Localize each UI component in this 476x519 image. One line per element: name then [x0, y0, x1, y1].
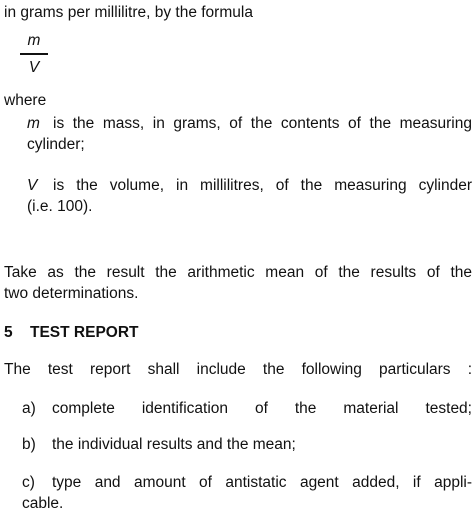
definition-symbol: V	[27, 177, 38, 194]
formula-denominator: V	[28, 58, 40, 76]
formula	[20, 30, 48, 78]
list-item-b	[22, 434, 472, 455]
list-item-text: the individual results and the mean;	[52, 436, 296, 453]
result-line-2: two determinations.	[4, 285, 139, 302]
where-label: where	[4, 92, 47, 109]
definition-text-cont: cylinder;	[27, 136, 85, 153]
list-item-text-cont: cable.	[22, 495, 64, 512]
definition-text-cont: (i.e. 100).	[27, 198, 93, 215]
list-item-label: a)	[22, 400, 36, 417]
intro-line: in grams per millilitre, by the formula	[4, 4, 253, 21]
definition-v	[27, 175, 472, 217]
definition-text: is the mass, in grams, of the contents of the measuring	[53, 115, 472, 132]
list-item-text: type and amount of antistatic agent added, if appli-	[52, 474, 472, 491]
list-item-c	[22, 472, 472, 514]
list-item-text: complete identification of the material tested;	[52, 400, 472, 417]
formula-numerator: m	[27, 32, 41, 49]
definition-text: is the volume, in millilitres, of the measuring cylinder	[53, 177, 472, 194]
section-title: TEST REPORT	[30, 324, 139, 341]
list-item-label: b)	[22, 436, 36, 453]
result-paragraph	[4, 262, 472, 304]
definition-m	[27, 113, 472, 155]
section-number: 5	[4, 324, 13, 341]
list-item-a	[22, 398, 472, 419]
list-item-label: c)	[22, 474, 35, 491]
definition-symbol: m	[27, 115, 40, 132]
result-line-1: Take as the result the arithmetic mean of the results of the	[4, 264, 472, 281]
section-heading	[4, 322, 472, 343]
report-intro: The test report shall include the following particulars :	[4, 361, 472, 378]
fraction-bar	[20, 53, 48, 55]
